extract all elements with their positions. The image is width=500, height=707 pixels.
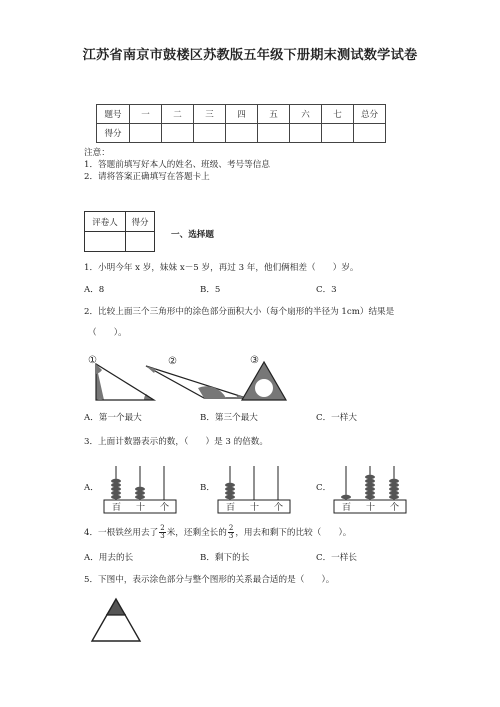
notice-item: 1．答题前填写好本人的姓名、班级、考号等信息 bbox=[84, 160, 270, 170]
place-label-ones: 个 bbox=[274, 503, 284, 513]
place-label-ones: 个 bbox=[390, 503, 400, 513]
section-title: 一、选择题 bbox=[171, 230, 214, 240]
question-4-stem-part3: ，用去和剩下的比较（ ）。 bbox=[235, 528, 352, 538]
question-2-option-b[interactable]: B．第三个最大 bbox=[200, 413, 258, 423]
page-title: 江苏省南京市鼓楼区苏教版五年级下册期末测试数学试卷 bbox=[82, 48, 418, 63]
fraction-two-thirds: $\frac{2}{3}$ bbox=[160, 524, 165, 540]
score-input-cell[interactable] bbox=[354, 124, 386, 143]
place-label-hundreds: 百 bbox=[226, 503, 236, 513]
grader-label: 评卷人 bbox=[85, 212, 126, 232]
question-2-stem: 2．比较上面三个三角形中的涂色部分面积大小（每个扇形的半径为 1cm）结果是 bbox=[84, 307, 395, 317]
score-input-cell[interactable] bbox=[290, 124, 322, 143]
grader-score-input-cell[interactable] bbox=[126, 232, 155, 252]
triangle-1-label: ① bbox=[88, 355, 97, 366]
place-label-hundreds: 百 bbox=[112, 503, 122, 513]
question-4-option-c[interactable]: C．一样长 bbox=[316, 553, 357, 563]
place-label-ones: 个 bbox=[160, 503, 170, 513]
grader-table bbox=[84, 211, 155, 252]
score-header-cell: 五 bbox=[258, 105, 290, 124]
question-4-stem bbox=[84, 525, 351, 541]
score-header-cell: 四 bbox=[226, 105, 258, 124]
question-2-stem-blank: （ ）。 bbox=[88, 328, 127, 338]
question-1-option-c[interactable]: C．3 bbox=[316, 285, 337, 295]
triangles-figure bbox=[86, 352, 296, 404]
question-3-option-a[interactable]: A． bbox=[84, 483, 99, 493]
question-4-stem-part1: 4．一根铁丝用去了 bbox=[84, 528, 159, 538]
question-2-option-a[interactable]: A．第一个最大 bbox=[84, 413, 142, 423]
question-3-option-b[interactable]: B． bbox=[200, 483, 215, 493]
score-header-cell: 六 bbox=[290, 105, 322, 124]
score-input-cell[interactable] bbox=[258, 124, 290, 143]
question-1-option-a[interactable]: A．8 bbox=[84, 285, 105, 295]
question-1-option-b[interactable]: B．5 bbox=[200, 285, 221, 295]
question-4-option-b[interactable]: B．剩下的长 bbox=[200, 553, 250, 563]
question-3-option-c[interactable]: C． bbox=[316, 483, 332, 493]
place-label-hundreds: 百 bbox=[342, 503, 352, 513]
question-1-stem: 1．小明今年 x 岁，妹妹 x－5 岁，再过 3 年，他们俩相差（ ）岁。 bbox=[84, 263, 359, 273]
place-label-tens: 十 bbox=[250, 503, 260, 513]
score-input-cell[interactable] bbox=[130, 124, 162, 143]
place-label-tens: 十 bbox=[136, 503, 146, 513]
triangle-3-label: ③ bbox=[250, 355, 259, 366]
score-header-cell: 题号 bbox=[97, 105, 130, 124]
triangle-2-label: ② bbox=[168, 356, 177, 367]
fraction-two-thirds: $\frac{2}{3}$ bbox=[228, 524, 234, 540]
abacus-b bbox=[214, 462, 294, 514]
place-label-tens: 十 bbox=[366, 503, 376, 513]
triangle-3 bbox=[242, 362, 286, 400]
score-header-cell: 七 bbox=[322, 105, 354, 124]
score-input-cell[interactable] bbox=[226, 124, 258, 143]
score-input-cell[interactable] bbox=[194, 124, 226, 143]
abacus-a bbox=[100, 462, 180, 514]
score-row-label: 得分 bbox=[97, 124, 130, 143]
triangle-1 bbox=[96, 364, 154, 400]
score-input-cell[interactable] bbox=[322, 124, 354, 143]
grader-input-cell[interactable] bbox=[85, 232, 126, 252]
grader-score-label: 得分 bbox=[126, 212, 155, 232]
notice-heading: 注意： bbox=[84, 148, 110, 158]
score-input-cell[interactable] bbox=[162, 124, 194, 143]
score-header-cell: 三 bbox=[194, 105, 226, 124]
score-table-header-row bbox=[97, 105, 386, 124]
notice-item: 2．请将答案正确填写在答题卡上 bbox=[84, 172, 210, 182]
abacus-c bbox=[330, 462, 410, 514]
question-2-option-c[interactable]: C．一样大 bbox=[316, 413, 357, 423]
question-4-option-a[interactable]: A．用去的长 bbox=[84, 553, 134, 563]
question-5-stem: 5．下图中，表示涂色部分与整个图形的关系最合适的是（ ）。 bbox=[84, 575, 335, 585]
score-header-cell: 总分 bbox=[354, 105, 386, 124]
question-3-stem: 3．上面计数器表示的数，（ ）是 3 的倍数。 bbox=[84, 437, 268, 447]
score-table-score-row bbox=[97, 124, 386, 143]
score-header-cell: 二 bbox=[162, 105, 194, 124]
score-header-cell: 一 bbox=[130, 105, 162, 124]
shaded-triangle-figure bbox=[90, 597, 142, 643]
question-4-stem-part2: 米，还剩全长的 bbox=[166, 528, 227, 538]
triangle-2 bbox=[146, 366, 246, 398]
score-table bbox=[96, 104, 386, 143]
